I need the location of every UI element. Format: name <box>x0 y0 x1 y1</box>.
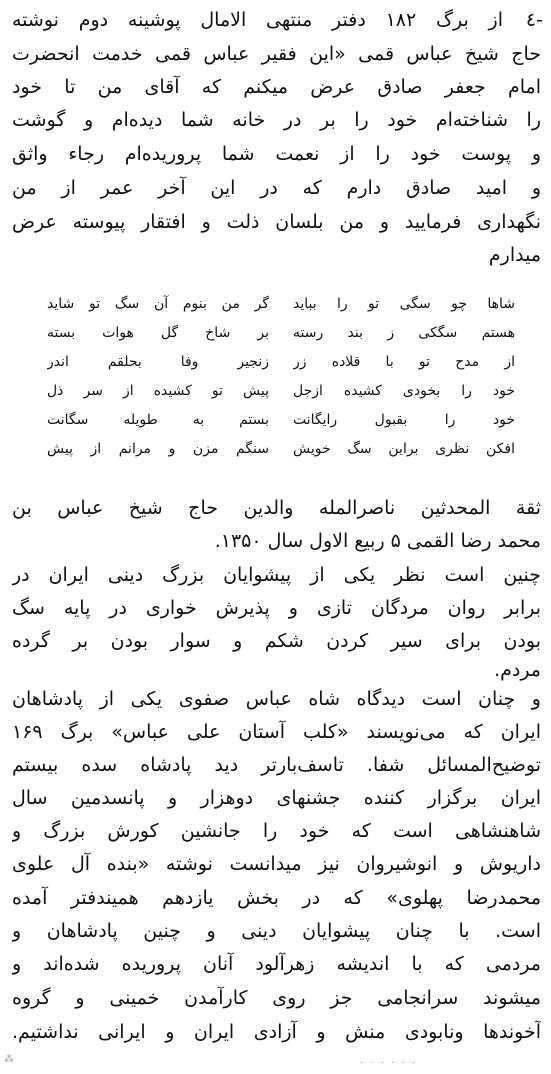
text-line: ثقة المحدثین ناصرالمله والدین حاج شیخ عباس بن <box>12 497 541 519</box>
text-line: توضیح‌المسائل شفا. تاسف‌بارتر دید پادشاه سده بیستم <box>12 754 541 776</box>
text-line: مردم. <box>494 659 541 681</box>
text-line: آخوندها ونابودی منش و آزادی ایران و ایرانی نداشتیم. <box>12 1021 541 1043</box>
text-line: است. با چنان پیشوایان دینی و چنین پادشاهان و <box>12 920 541 942</box>
text-line: مردمی که با اندیشه زهرآلود آنان پرورید‌ه شده‌اند و <box>12 953 541 975</box>
poem-hemistich: پیش تو کشیده از سر ذل <box>47 383 269 399</box>
text-line: حاج شیخ عباس قمی «این فقیر عباس قمی خدمت انحضرت <box>12 43 541 65</box>
text-line: میدارم <box>488 244 541 266</box>
poem-hemistich: خود را بقبول رایگانت <box>293 412 515 428</box>
poem-hemistich: گر من بنوم آن سگ تو شاید <box>47 296 269 312</box>
text-line: داریوش و انوشیروان نیز میدانست نوشته «بنده آل علوی <box>12 853 541 875</box>
text-line: نگهداری فرمایید و من بلسان ذلت و افتقار پیوسته عرض <box>12 211 541 233</box>
text-line: امام جعفر صادق عرض میکنم که آقای من تا خود <box>12 76 541 98</box>
text-line: و چنان است دیدگاه شاه عباس صفوی یکی از پادشاهان <box>12 688 541 710</box>
item-number: -٤ <box>525 9 543 31</box>
poem-hemistich: هستم سگکی ز بند رسته <box>293 325 515 341</box>
footer-dots: · · · · · · <box>360 1058 417 1069</box>
poem-verse <box>47 408 515 432</box>
poem-hemistich: شاها چو سگی تو را بباید <box>293 296 515 312</box>
text-line: محمد رضا القمی ۵ ربیع الاول سال ۱۳۵۰. <box>214 530 541 552</box>
poem-hemistich: از مدح تو با قلاده زر <box>293 354 515 370</box>
poem-verse <box>47 321 515 345</box>
poem-hemistich: بستم به طویله سگانت <box>47 412 269 428</box>
poem-hemistich: خود را بخودی کشیده ازجل <box>293 383 515 399</box>
poem-hemistich: سنگم مزن و مرانم از پیش <box>47 441 269 457</box>
text-line: و امید صادق دارم که در این آخر عمر از من <box>12 177 541 199</box>
text-line: ایران که می‌نویسند «کلب آستان علی عباس» برگ ۱۶۹ <box>12 721 541 743</box>
corner-stamp: ⁂ <box>4 1054 14 1065</box>
text-line: از برگ ۱۸۲ دفتر منتهی الامال پوشینه دوم نوشته <box>12 9 503 31</box>
poem-hemistich: زنجیر وفا بحلقم اندر <box>47 354 269 370</box>
poem-hemistich: بر شاخ گل هوات بسته <box>47 325 269 341</box>
text-line: شاهنشاهی است که خود را جانشین کورش بزرگ و <box>12 820 541 842</box>
poem-verse <box>47 437 515 461</box>
poem-verse <box>47 350 515 374</box>
poem-verse <box>47 292 515 316</box>
text-line: برابر روان مردگان تازی و پذیرش خواری در پایه سگ <box>12 597 541 619</box>
text-line: محمدرضا پهلوی» که در بخش یازدهم همیندفتر آمده <box>12 887 541 909</box>
poem-verse <box>47 379 515 403</box>
text-line: میشوند سرانجامی جز روی کارآمدن خمینی و گروه <box>12 987 541 1009</box>
text-line: و پوست خود را از نعمت شما پرورید‌ه‌ام رجاء واثق <box>12 143 541 165</box>
poem-hemistich: افکن نظری براین سگ خویش <box>293 441 515 457</box>
text-line: ایران برگزار کننده جشنهای دوهزار و پانسدمین سال <box>12 787 541 809</box>
text-line: بودن برای سیر کردن شکم و سوار بودن بر گرده <box>12 630 541 652</box>
text-line: را شناخته‌ام خود را بر در خانه شما دیده‌ام و گوشت <box>12 109 541 131</box>
text-line: چنین است نظر یکی از پیشوایان بزرگ دینی ایران در <box>12 564 541 586</box>
